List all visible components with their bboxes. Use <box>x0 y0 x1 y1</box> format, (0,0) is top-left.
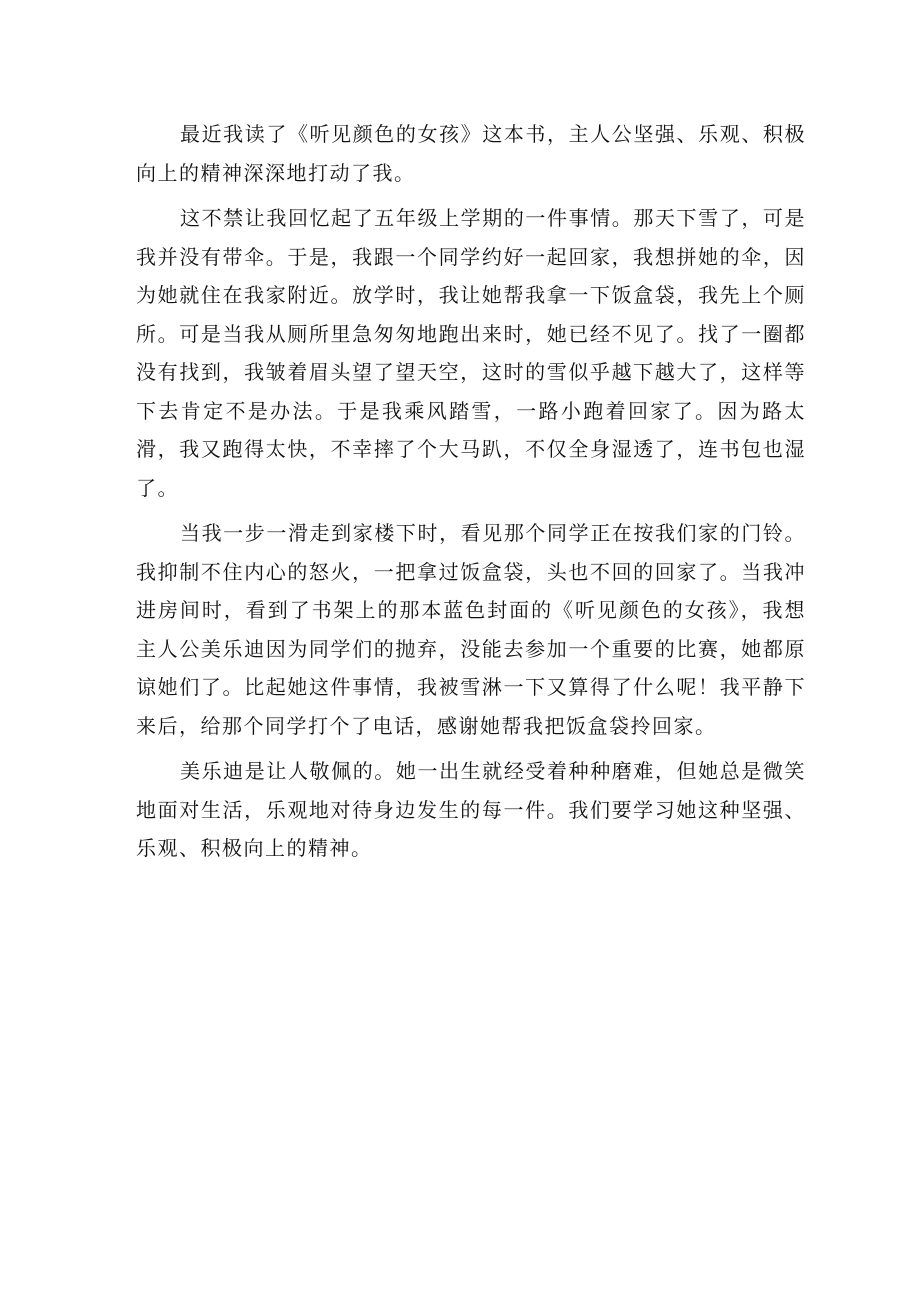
essay-body <box>136 115 806 875</box>
paragraph-2: 这不禁让我回忆起了五年级上学期的一件事情。那天下雪了，可是我并没有带伞。于是，我跟一个同学约好一起回家，我想拼她的伞，因为她就住在我家附近。放学时，我让她帮我拿一下饭盒袋，我先上个厕所。可是当我从厕所里急匆匆地跑出来时，她已经不见了。找了一圈都没有找到，我皱着眉头望了望天空，这时的雪似乎越下越大了，这样等下去肯定不是办法。于是我乘风踏雪，一路小跑着回家了。因为路太滑，我又跑得太快，不幸摔了个大马趴，不仅全身湿透了，连书包也湿了。 <box>136 206 806 500</box>
paragraph-1: 最近我读了《听见颜色的女孩》这本书，主人公坚强、乐观、积极向上的精神深深地打动了我。 <box>136 122 806 185</box>
paragraph-3: 当我一步一滑走到家楼下时，看见那个同学正在按我们家的门铃。我抑制不住内心的怒火，一把拿过饭盒袋，头也不回的回家了。当我冲进房间时，看到了书架上的那本蓝色封面的《听见颜色的女孩》，我想主人公美乐迪因为同学们的抛弃，没能去参加一个重要的比赛，她都原谅她们了。比起她这件事情，我被雪淋一下又算得了什么呢！我平静下来后，给那个同学打个了电话，感谢她帮我把饭盒袋拎回家。 <box>136 521 806 738</box>
paragraph-4: 美乐迪是让人敬佩的。她一出生就经受着种种磨难，但她总是微笑地面对生活，乐观地对待身边发生的每一件。我们要学习她这种坚强、乐观、积极向上的精神。 <box>136 759 806 860</box>
